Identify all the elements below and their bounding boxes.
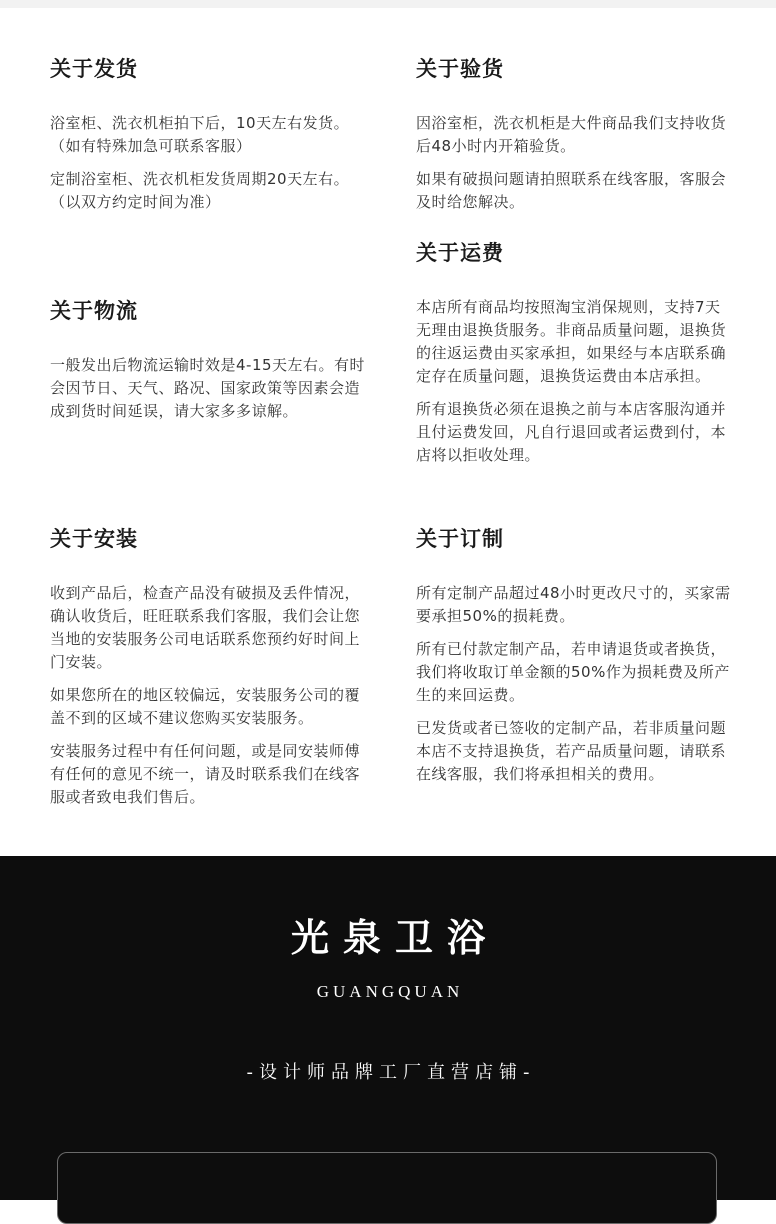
shipping-fee-paragraph: 所有退换货必须在退换之前与本店客服沟通并且付运费发回，凡自行退回或者运费到付，本店将以拒收处理。 (416, 400, 727, 464)
top-divider-strip (0, 0, 776, 8)
logistics-section (50, 298, 370, 433)
shipping-fee-heading: 关于运费 (416, 241, 504, 265)
installation-paragraph: 如果您所在的地区较偏远，安装服务公司的覆盖不到的区域不建议您购买安装服务。 (50, 686, 361, 727)
policy-info-area (0, 8, 776, 856)
inspection-section (416, 56, 736, 224)
brand-footer (0, 856, 776, 1200)
installation-paragraph: 收到产品后，检查产品没有破损及丢件情况，确认收货后，旺旺联系我们客服，我们会让您当地的安装服务公司电话联系您预约好时间上门安装。 (50, 584, 361, 671)
brand-tagline: -设计师品牌工厂直营店铺- (246, 1062, 536, 1083)
installation-section (50, 526, 370, 819)
delivery-section (50, 56, 370, 224)
customization-paragraph: 所有定制产品超过48小时更改尺寸的，买家需要承担50%的损耗费。 (416, 584, 731, 625)
customization-section (416, 526, 736, 796)
customization-paragraph: 已发货或者已签收的定制产品，若非质量问题本店不支持退换货，若产品质量问题，请联系在线客服，我们将承担相关的费用。 (416, 719, 727, 783)
customization-paragraph: 所有已付款定制产品，若申请退货或者换货，我们将收取订单金额的50%作为损耗费及所产生的来回运费。 (416, 640, 730, 704)
bottom-outlined-panel (57, 1152, 717, 1224)
delivery-paragraph: 浴室柜、洗衣机柜拍下后，10天左右发货。（如有特殊加急可联系客服） (50, 114, 350, 155)
brand-name-english: GUANGQUAN (316, 982, 464, 1001)
inspection-heading: 关于验货 (416, 57, 504, 81)
inspection-paragraph: 因浴室柜，洗衣机柜是大件商品我们支持收货后48小时内开箱验货。 (416, 114, 727, 155)
delivery-paragraph: 定制浴室柜、洗衣机柜发货周期20天左右。（以双方约定时间为准） (50, 170, 350, 211)
shipping-fee-paragraph: 本店所有商品均按照淘宝消保规则，支持7天无理由退换货服务。非商品质量问题，退换货的往返运费由买家承担，如果经与本店联系确定存在质量问题，退换货运费由本店承担。 (416, 298, 727, 385)
logistics-paragraph: 一般发出后物流运输时效是4-15天左右。有时会因节日、天气、路况、国家政策等因素会造成到货时间延误，请大家多多谅解。 (50, 356, 366, 420)
brand-name-chinese: 光泉卫浴 (290, 915, 499, 960)
installation-heading: 关于安装 (50, 527, 138, 551)
customization-heading: 关于订制 (416, 527, 504, 551)
inspection-paragraph: 如果有破损问题请拍照联系在线客服，客服会及时给您解决。 (416, 170, 727, 211)
logistics-heading: 关于物流 (50, 299, 138, 323)
installation-paragraph: 安装服务过程中有任何问题，或是同安装师傅有任何的意见不统一，请及时联系我们在线客服或者致电我们售后。 (50, 742, 361, 806)
shipping-fee-section (416, 240, 736, 477)
delivery-heading: 关于发货 (50, 57, 138, 81)
